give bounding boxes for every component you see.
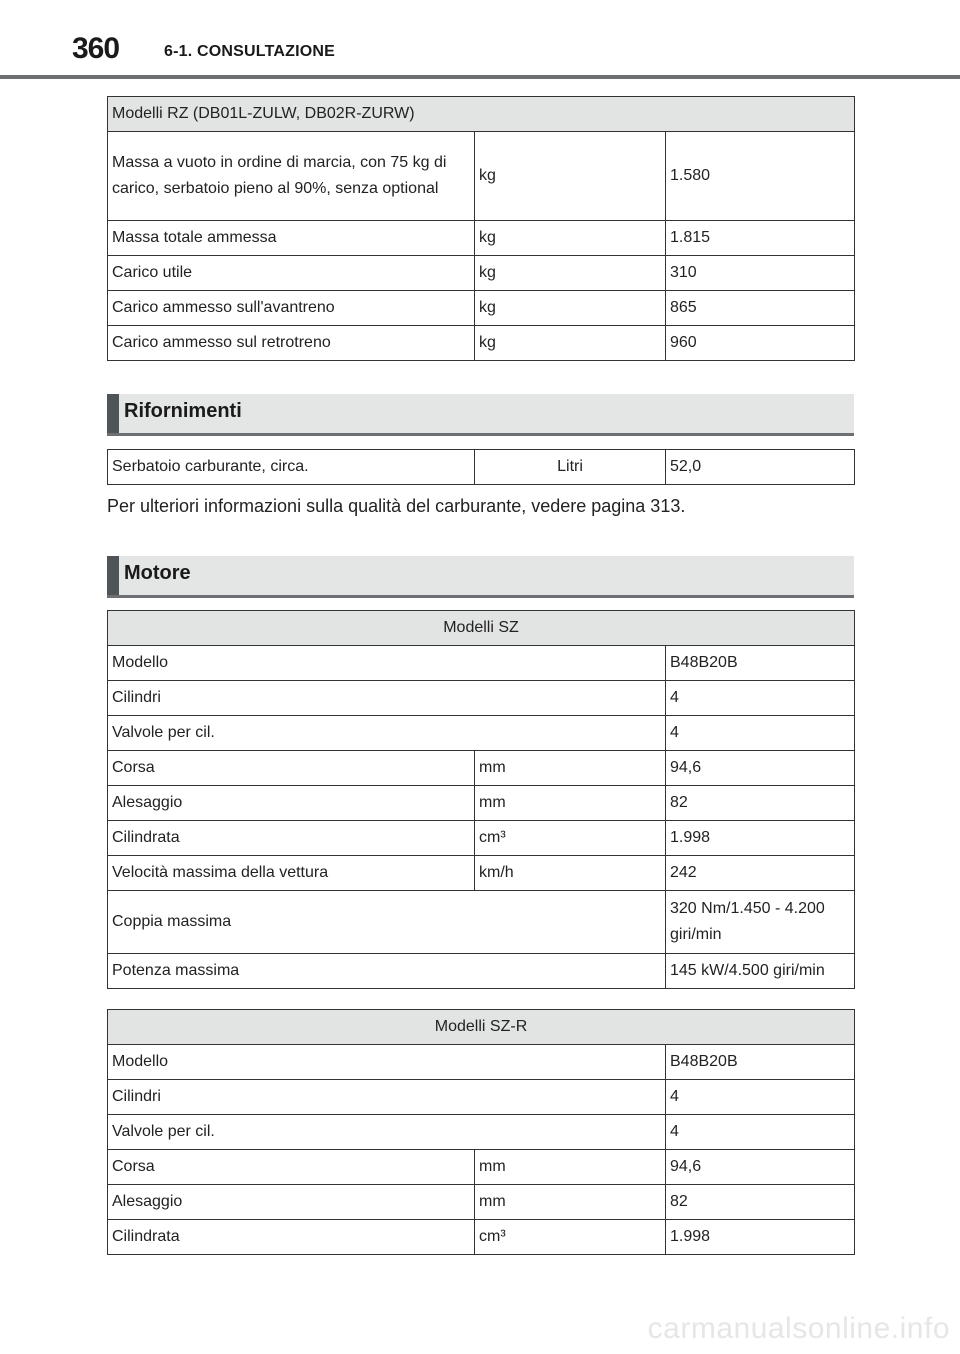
row-value: 82 <box>666 1185 855 1220</box>
row-unit: kg <box>475 291 666 326</box>
row-label: Valvole per cil. <box>108 1115 666 1150</box>
row-label: Serbatoio carburante, circa. <box>108 450 475 485</box>
rz-weights-table <box>107 96 855 361</box>
szr-engine-table <box>107 1009 855 1255</box>
row-value: 310 <box>666 256 855 291</box>
row-unit: Litri <box>475 450 666 485</box>
row-value: 1.998 <box>666 1220 855 1255</box>
row-value: 1.998 <box>666 821 855 856</box>
table-row <box>108 1185 855 1220</box>
row-value: 4 <box>666 716 855 751</box>
row-value: 52,0 <box>666 450 855 485</box>
row-label: Carico utile <box>108 256 475 291</box>
row-unit: kg <box>475 132 666 221</box>
row-unit: mm <box>475 786 666 821</box>
row-label: Modello <box>108 1045 666 1080</box>
table-row <box>108 856 855 891</box>
row-label: Modello <box>108 646 666 681</box>
row-label: Alesaggio <box>108 1185 475 1220</box>
row-label: Carico ammesso sull'avantreno <box>108 291 475 326</box>
sz-table-title: Modelli SZ <box>108 611 855 646</box>
row-label: Velocità massima della vettura <box>108 856 475 891</box>
table-row <box>108 891 855 954</box>
row-label: Coppia massima <box>108 891 666 954</box>
row-value: 242 <box>666 856 855 891</box>
row-value: 94,6 <box>666 751 855 786</box>
row-unit: mm <box>475 751 666 786</box>
table-row <box>108 132 855 221</box>
row-value: 94,6 <box>666 1150 855 1185</box>
row-value: 145 kW/4.500 giri/min <box>666 954 855 989</box>
table-row <box>108 786 855 821</box>
row-label: Valvole per cil. <box>108 716 666 751</box>
row-label: Massa a vuoto in ordine di marcia, con 75 kg di carico, serbatoio pieno al 90%, senza optional <box>108 132 475 221</box>
rz-table-title: Modelli RZ (DB01L-ZULW, DB02R-ZURW) <box>108 97 855 132</box>
table-header-row <box>108 611 855 646</box>
table-header-row <box>108 97 855 132</box>
row-value: 4 <box>666 681 855 716</box>
row-unit: cm³ <box>475 821 666 856</box>
motore-heading <box>107 556 854 598</box>
table-row <box>108 646 855 681</box>
row-value: 865 <box>666 291 855 326</box>
table-row <box>108 716 855 751</box>
row-unit: mm <box>475 1185 666 1220</box>
table-row <box>108 954 855 989</box>
row-value: 4 <box>666 1115 855 1150</box>
row-label: Cilindri <box>108 681 666 716</box>
table-header-row <box>108 1010 855 1045</box>
heading-accent-bar <box>107 394 119 433</box>
row-label: Carico ammesso sul retrotreno <box>108 326 475 361</box>
fuel-quality-note: Per ulteriori informazioni sulla qualità del carburante, vedere pagina 313. <box>107 496 686 516</box>
row-label: Potenza massima <box>108 954 666 989</box>
page-header <box>0 0 960 80</box>
table-row <box>108 1045 855 1080</box>
row-label: Corsa <box>108 751 475 786</box>
table-row <box>108 751 855 786</box>
row-unit: kg <box>475 221 666 256</box>
row-value: 1.815 <box>666 221 855 256</box>
site-watermark: carmanualsonline.info <box>647 1312 950 1345</box>
table-row <box>108 221 855 256</box>
row-label: Massa totale ammessa <box>108 221 475 256</box>
table-row <box>108 681 855 716</box>
row-label: Cilindrata <box>108 1220 475 1255</box>
row-label: Cilindrata <box>108 821 475 856</box>
row-unit: cm³ <box>475 1220 666 1255</box>
row-value: B48B20B <box>666 1045 855 1080</box>
table-row <box>108 256 855 291</box>
szr-table-title: Modelli SZ-R <box>108 1010 855 1045</box>
page-number: 360 <box>72 32 120 65</box>
rifornimenti-title: Rifornimenti <box>124 400 242 422</box>
table-row <box>108 450 855 485</box>
row-label: Cilindri <box>108 1080 666 1115</box>
rifornimenti-heading <box>107 394 854 436</box>
row-unit: km/h <box>475 856 666 891</box>
table-row <box>108 326 855 361</box>
table-row <box>108 291 855 326</box>
row-unit: kg <box>475 256 666 291</box>
row-value: 320 Nm/1.450 - 4.200 giri/min <box>666 891 855 954</box>
row-unit: mm <box>475 1150 666 1185</box>
heading-accent-bar <box>107 556 119 595</box>
motore-title: Motore <box>124 562 191 584</box>
row-label: Corsa <box>108 1150 475 1185</box>
row-label: Alesaggio <box>108 786 475 821</box>
row-unit: kg <box>475 326 666 361</box>
sz-engine-table <box>107 610 855 989</box>
table-row <box>108 1150 855 1185</box>
table-row <box>108 821 855 856</box>
header-divider <box>0 75 960 79</box>
table-row <box>108 1220 855 1255</box>
row-value: 4 <box>666 1080 855 1115</box>
row-value: 960 <box>666 326 855 361</box>
table-row <box>108 1115 855 1150</box>
table-row <box>108 1080 855 1115</box>
row-value: 82 <box>666 786 855 821</box>
row-value: 1.580 <box>666 132 855 221</box>
row-value: B48B20B <box>666 646 855 681</box>
section-title: 6-1. CONSULTAZIONE <box>164 43 336 60</box>
fuel-table <box>107 449 855 485</box>
